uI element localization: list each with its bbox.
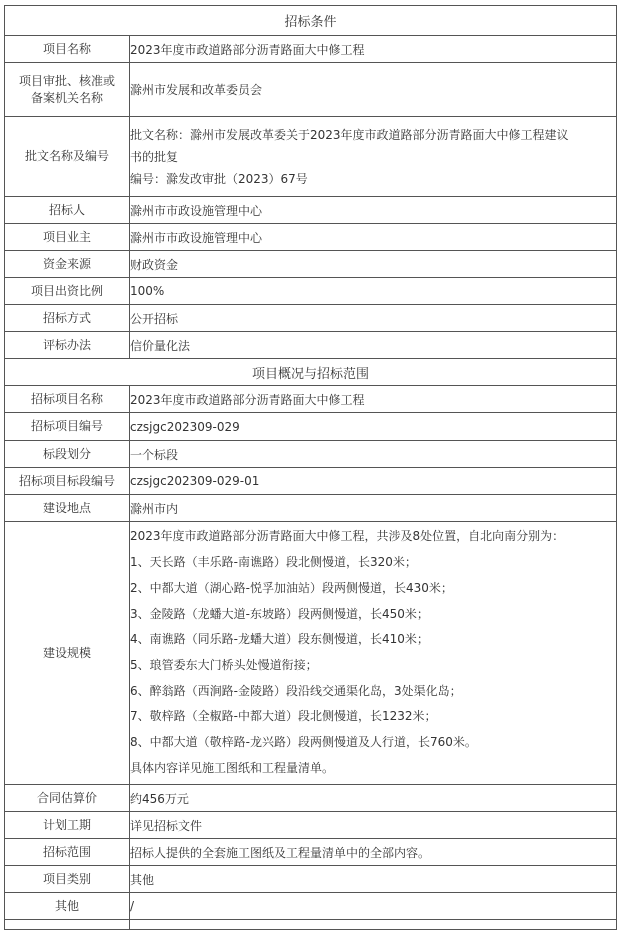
row-value: / <box>130 893 617 920</box>
table-row <box>5 386 617 413</box>
row-value: 财政资金 <box>130 251 617 278</box>
scope-item: 4、南谯路（同乐路-龙蟠大道）段东侧慢道，长410米； <box>130 632 429 647</box>
scope-item: 8、中都大道（敬梓路-龙兴路）段两侧慢道及人行道，长760米。 <box>130 735 477 750</box>
scope-item: 6、醉翁路（西涧路-金陵路）段沿线交通渠化岛，3处渠化岛； <box>130 683 462 698</box>
approval-name-line: 书的批复 <box>130 149 179 164</box>
row-label: 项目业主 <box>5 224 130 251</box>
approval-number-line: 编号：滁发改审批（2023）67号 <box>130 171 308 186</box>
scope-item: 2、中都大道（湖心路-悦孚加油站）段两侧慢道，长430米； <box>130 580 453 595</box>
table-row <box>5 785 617 812</box>
table-row <box>5 332 617 359</box>
row-value: 招标人提供的全套施工图纸及工程量清单中的全部内容。 <box>130 839 617 866</box>
scope-item: 1、天长路（丰乐路-南谯路）段北侧慢道，长320米； <box>130 555 417 570</box>
row-value: czsjgc202309-029-01 <box>130 468 617 495</box>
row-value: czsjgc202309-029 <box>130 413 617 441</box>
table-row <box>5 839 617 866</box>
row-value: 滁州市市政设施管理中心 <box>130 224 617 251</box>
table-row <box>5 117 617 197</box>
row-label <box>5 63 130 117</box>
scope-note: 具体内容详见施工图纸和工程量清单。 <box>130 760 335 775</box>
row-value: 约456万元 <box>130 785 617 812</box>
row-label: 招标项目名称 <box>5 386 130 413</box>
tender-table <box>4 5 617 930</box>
table-row <box>5 413 617 441</box>
row-value <box>130 920 617 930</box>
row-label: 批文名称及编号 <box>5 117 130 197</box>
table-row <box>5 441 617 468</box>
row-label-line: 项目审批、核准或 <box>18 73 115 88</box>
scope-item: 3、金陵路（龙蟠大道-东坡路）段两侧慢道，长450米； <box>130 606 429 621</box>
row-value: 公开招标 <box>130 305 617 332</box>
row-label: 招标人 <box>5 197 130 224</box>
row-value: 一个标段 <box>130 441 617 468</box>
table-row <box>5 251 617 278</box>
table-row <box>5 522 617 785</box>
row-label: 评标办法 <box>5 332 130 359</box>
scope-intro: 2023年度市政道路部分沥青路面大中修工程，共涉及8处位置，自北向南分别为： <box>130 529 565 544</box>
row-label: 合同估算价 <box>5 785 130 812</box>
scope-item: 5、琅管委东大门桥头处慢道衔接； <box>130 658 318 672</box>
section-header-row <box>5 6 617 36</box>
table-row <box>5 197 617 224</box>
row-label: 招标范围 <box>5 839 130 866</box>
table-row <box>5 468 617 495</box>
scope-item: 7、敬梓路（全椒路-中都大道）段北侧慢道，长1232米； <box>130 709 437 724</box>
row-label: 项目出资比例 <box>5 278 130 305</box>
row-label: 招标项目编号 <box>5 413 130 441</box>
table-row <box>5 36 617 63</box>
row-value <box>130 117 617 197</box>
row-label: 其他 <box>5 893 130 920</box>
scope-list <box>130 522 617 785</box>
table-row <box>5 63 617 117</box>
table-row <box>5 495 617 522</box>
section-header-row <box>5 359 617 386</box>
table-row <box>5 893 617 920</box>
row-value: 2023年度市政道路部分沥青路面大中修工程 <box>130 386 617 413</box>
row-value: 滁州市内 <box>130 495 617 522</box>
row-value: 其他 <box>130 866 617 893</box>
row-label: 资金来源 <box>5 251 130 278</box>
row-label: 招标方式 <box>5 305 130 332</box>
table-row <box>5 278 617 305</box>
row-value: 滁州市发展和改革委员会 <box>130 63 617 117</box>
row-value: 100% <box>130 278 617 305</box>
table-row <box>5 812 617 839</box>
approval-name-line: 批文名称：滁州市发展改革委关于2023年度市政道路部分沥青路面大中修工程建议 <box>130 127 569 142</box>
row-label: 计划工期 <box>5 812 130 839</box>
row-value: 信价量化法 <box>130 332 617 359</box>
row-label: 标段划分 <box>5 441 130 468</box>
row-label-line: 备案机关名称 <box>30 90 103 105</box>
table-row <box>5 866 617 893</box>
row-value: 详见招标文件 <box>130 812 617 839</box>
row-label <box>5 920 130 930</box>
row-value: 滁州市市政设施管理中心 <box>130 197 617 224</box>
row-label: 项目名称 <box>5 36 130 63</box>
row-label: 项目类别 <box>5 866 130 893</box>
row-label: 建设规模 <box>5 522 130 785</box>
table-row-partial <box>5 920 617 930</box>
table-row <box>5 305 617 332</box>
table-row <box>5 224 617 251</box>
row-value: 2023年度市政道路部分沥青路面大中修工程 <box>130 36 617 63</box>
row-label: 建设地点 <box>5 495 130 522</box>
row-label: 招标项目标段编号 <box>5 468 130 495</box>
section-title-project-overview: 项目概况与招标范围 <box>5 359 617 386</box>
section-title-tender-conditions: 招标条件 <box>5 6 617 36</box>
